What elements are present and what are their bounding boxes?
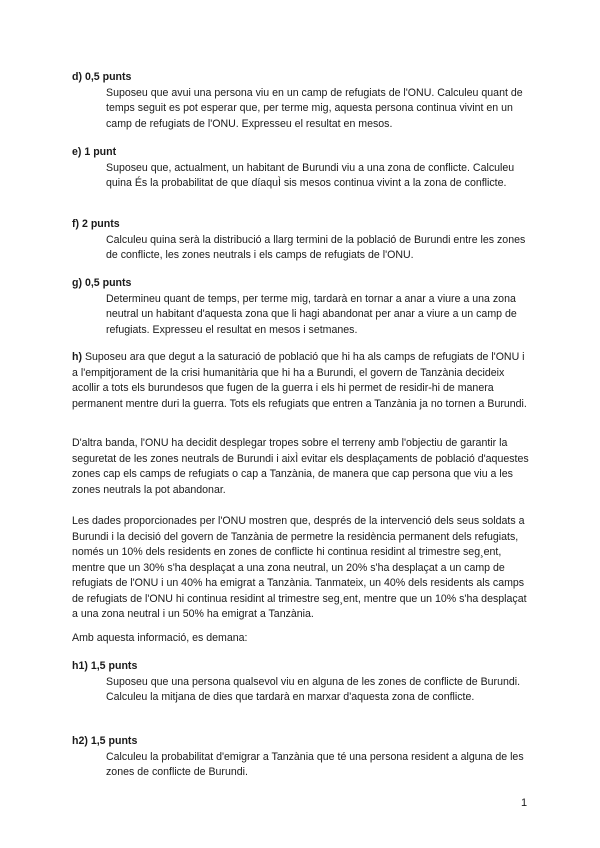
question-f-body: Calculeu quina serà la distribució a llarg termini de la població de Burundi entre les zones de conflicte, les zones neutrals i els camps de refugiats de l'ONU. [106,233,526,261]
question-e-heading: e) 1 punt [72,146,117,158]
question-d-body: Suposeu que avui una persona viu en un camp de refugiats de l'ONU. Calculeu quant de temps seguit es pot esperar que, per terme mig, aquesta persona continua vivint en un camp de refugiats de l'ONU. Expresseu el resultat en mesos. [106,86,523,130]
paragraph-request: Amb aquesta informació, es demana: [72,632,248,644]
paragraph-onu-troops: D'altra banda, l'ONU ha decidit desplegar tropes sobre el terreny amb l'objectiu de garantir la seguretat de les zones neutrals de Burundi i aixÌ evitar els desplaçaments de població d'aquestes zones cap els camps de refugiats o cap a Tanzània, de manera que cap persona que viu a les zones neutrals la pot abandonar. [72,437,529,496]
question-h-text: Suposeu ara que degut a la saturació de població que hi ha als camps de refugiats de l'ONU i a l'empitjorament de la crisi humanitària que hi ha a Burundi, el govern de Tanzània decideix acollir a tots els burundesos que fugen de la guerra i els hi permet de residir-hi de manera permanent mentre duri la guerra. Tots els refugiats que entren a Tanzània ja no tornen a Burundi. [72,351,527,410]
question-h2-heading: h2) 1,5 punts [72,735,138,747]
question-h2-body: Calculeu la probabilitat d'emigrar a Tanzània que té una persona resident a alguna de les zones de conflicte de Burundi. [106,750,524,778]
question-d-heading: d) 0,5 punts [72,71,132,83]
paragraph-onu-data: Les dades proporcionades per l'ONU mostren que, després de la intervenció dels seus soldats a Burundi i la decisió del govern de Tanzània de permetre la residència permanent dels refugiats, només un 10% dels residents en zones de conflicte hi continua residint al trimestre seg¸ent, mentre que un 30% s'ha desplaçat a una zona neutral, un 20% s'ha desplaçat a un camp de refugiats de l'ONU i un 40% ha emigrat a Tanzània. Tanmateix, un 40% dels residents als camps de refugiats de l'ONU hi continua residint al trimestre seg¸ent, mentre que un 10% s'ha desplaçat a una zona neutral i un 50% ha emigrat a Tanzània. [72,515,527,620]
question-h-intro [72,350,532,412]
question-d [72,70,532,132]
question-h2 [72,734,532,781]
question-e-body: Suposeu que, actualment, un habitant de Burundi viu a una zona de conflicte. Calculeu quina És la probabilitat de que díaquÌ sis mesos continua vivint a la zona de conflicte. [106,161,515,189]
page-number: 1 [521,797,528,809]
question-h-label: h) [72,351,82,363]
question-h1-heading: h1) 1,5 punts [72,660,138,672]
question-g-heading: g) 0,5 punts [72,277,132,289]
question-g-body: Determineu quant de temps, per terme mig, tardarà en tornar a anar a viure a una zona neutral un habitant d'aquesta zona que li hagi abandonat per anar a viure a un camp de refugiats. Expresseu el resultat en mesos i setmanes. [106,292,517,336]
question-f [72,217,532,264]
question-g [72,276,532,338]
question-e [72,145,532,192]
question-h1-body: Suposeu que una persona qualsevol viu en alguna de les zones de conflicte de Burundi. Calculeu la mitjana de dies que tardarà en marxar d'aquesta zona de conflicte. [106,675,521,703]
question-f-heading: f) 2 punts [72,218,120,230]
question-h1 [72,659,532,706]
